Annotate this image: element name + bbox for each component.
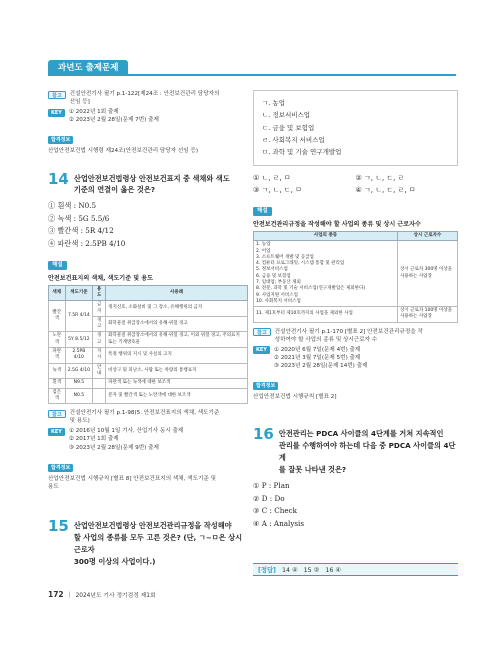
right-column — [253, 90, 458, 530]
section-tab: 과년도 출제문제 — [48, 60, 128, 76]
option-2: ② D : Do — [253, 493, 285, 503]
table-row: 11. 제1호부터 제10호까지의 사업을 제외한 사업 상시 근로자 100명 이상을 사용하는 사업장 — [254, 307, 458, 323]
option-1: ① 흰색 : N0.5 — [48, 201, 97, 211]
reference-badge: 참고 — [48, 410, 66, 418]
key-badge: KEY — [253, 346, 270, 354]
footer-separator: | — [68, 591, 71, 598]
question-14 — [48, 169, 248, 491]
answer-item: 14 ④ — [281, 567, 298, 574]
table-row: 파란색 2.5PB 4/10 지시 특정 행위의 지시 및 사실의 고지 — [49, 348, 248, 364]
table-row: 녹색 2.5G 4/10 안내 비상구 및 피난소, 사람 또는 차량의 통행표지 — [49, 363, 248, 379]
question-text: 안전관리는 PDCA 사이클의 4단계를 거쳐 지속적인 관리를 수행하여야 하는데 다음 중 PDCA 사이클의 4단계 를 잘못 나타낸 것은? — [278, 429, 456, 475]
table-row: 경고 화학물질 취급장소에서의 유해·위험 경고 — [49, 316, 248, 332]
choice-box: ㄱ. 농업 ㄴ. 정보서비스업 ㄷ. 금융 및 보험업 ㄹ. 사회복지 서비스업 ㅁ. 과학 및 기술 연구개발업 — [253, 90, 458, 166]
reference-row: 참고 건설안전기사 필기 p.1-98(5. 안전보건표지의 색채, 색도기준 및 용도) — [48, 409, 248, 425]
option-4: ④ ㄱ, ㄴ, ㄷ, ㄹ, ㅁ — [355, 186, 416, 195]
reference-badge: 참고 — [253, 328, 271, 336]
key-badge: KEY — [48, 428, 65, 436]
reference-row — [48, 90, 248, 106]
solution-label: 해설 — [48, 261, 67, 270]
answer-item: 16 ④ — [325, 567, 341, 574]
question-number: 16 — [253, 425, 274, 444]
exam-history-row: KEY ① 2022년 1회 출제 ② 2023년 2월 28일(문제 7번) 출제 — [48, 108, 248, 124]
reference-badge: 참고 — [48, 91, 66, 99]
table-row: 검은색 N0.5 문자 및 빨간색 또는 노란색에 대한 보조색 — [49, 388, 248, 404]
law-badge: 합격정보 — [253, 382, 278, 390]
key-badge: KEY — [48, 109, 65, 117]
question-15 — [48, 516, 248, 568]
law-badge: 합격정보 — [48, 464, 73, 472]
table-row: 1. 농업 2. 어업 3. 소프트웨어 개발 및 공급업 4. 컴퓨터 프로그래밍, 시스템 통합 및 관리업 5. 정보서비스업 6. 금융 및 보험업 7. 임대업; 부동산 제외 8. 전문, 과학 및 기술 서비스업(연구개발업은 제외한다) 9. 사업지원 서비스업 10. 사회복지 서비스업 상시 근로자 300명 이상을 사용하는 사업장 — [254, 241, 458, 307]
law-info: 합격정보 산업안전보건법 시행규칙 [별표 2] — [253, 383, 337, 401]
business-type-table: 사업의 종류 상시 근로자수 1. 농업 2. 어업 3. 소프트웨어 개발 및 공급업 4. 컴퓨터 프로그래밍, 시스템 통합 및 관리업 5. 정보서비스업 6. 금융 및 보험업 7. 임대업; 부동산 제외 8. 전문, 과학 및 기술 서비스업(연구개발업은 제외한다) 9. 사업지원 서비스업 10. 사회복지 서비스업 상시 근로자 300명 이상을 사용하는 사업장 11. 제1호부터 제10호까지의 사업을 제외한 사업 상시 근로자 100명 이상을 사용하는 사업장 — [253, 231, 458, 323]
reference-text: 건설안전기사 필기 p.1-122[제24조 : 안전보건관리 담당자의 선임 등] — [69, 91, 220, 106]
exam-history-row: KEY ① 2016년 10월 1일 기사, 산업기사 동시 출제 ② 2017년 1회 출제 ③ 2023년 2월 28일(문제 9번) 출제 — [48, 427, 248, 451]
option-3: ③ ㄱ, ㄴ, ㄷ, ㅁ — [253, 186, 302, 195]
reference-row: 참고 건설안전기사 필기 p.1-170 [별표 2] 안전보건관리규정을 작 성하여야 할 사업의 종류 및 상시근로자 수 — [253, 328, 458, 344]
page-number: 172 — [48, 590, 64, 599]
law-info: 합격정보 산업안전보건법 시행규칙 [별표 8] 안전보건표지의 색채, 색도기준 및 용도 — [48, 464, 217, 490]
option-3: ③ C : Check — [253, 506, 297, 516]
answer-item: 15 ② — [303, 567, 320, 574]
solution-table-title: 안전보건관리규정을 작성해야 할 사업의 종류 및 상시 근로자수 — [253, 220, 421, 228]
q15-options — [253, 172, 458, 197]
page-header — [0, 0, 500, 90]
question-text: 산업안전보건법령상 안전보건표지 중 색채와 색도 기준의 연결이 옳은 것은? — [73, 173, 230, 195]
section-tab-bar — [48, 58, 456, 76]
color-standard-table: 색채 색도기준 용도 사용례 빨간색 7.5R 4/14 금지 정지신호, 소화설비 및 그 장소, 유해행위의 금지 경고 화학물질 취급장소에서의 유해·위험 경고 노란색 5Y 8.5/12 경고 화학물질 취급장소에서의 유해·위험 경고, 이외 위험 경고, 주의표지 또는 기계방호물 파란색 2.5PB 4/10 지시 특정 행위의 지시 및 사실의 고지 녹색 2.5G 4/10 안내 비상구 및 피난소, 사람 또는 차량의 통행표지 흰색 N9.5 파란색 또는 녹색에 대한 보조색 검은색 N0.5 문자 및 빨간색 또는 노란색에 대한 보조색 — [48, 285, 248, 404]
question-16 — [253, 427, 458, 530]
option-2: ② 녹색 : 5G 5.5/6 — [48, 213, 110, 223]
option-2: ② ㄱ, ㄴ, ㄷ, ㄹ — [355, 173, 405, 182]
solution-label: 해설 — [253, 207, 272, 216]
option-3: ③ 빨간색 : 5R 4/12 — [48, 226, 114, 236]
question-text: 산업안전보건법령상 안전보건관리규정을 작성해야 할 사업의 종류를 모두 고른 것은? (단, ㄱ~ㅁ은 상시근로자 300명 이상의 사업이다.) — [73, 520, 243, 566]
page-footer — [48, 590, 458, 599]
solution-table-title: 안전보건표지의 색채, 색도기준 및 용도 — [48, 274, 153, 282]
options — [253, 480, 458, 530]
question-number: 15 — [48, 516, 69, 535]
options — [48, 200, 248, 250]
table-row: 흰색 N9.5 파란색 또는 녹색에 대한 보조색 — [49, 379, 248, 388]
exam-history-row: KEY ① 2020년 6월 7일(문제 4번) 출제 ② 2021년 3월 7일(문제 5번) 출제 ③ 2023년 2월 28일(문제 14번) 출제 — [253, 346, 458, 370]
question-number: 14 — [48, 169, 69, 188]
left-column — [48, 90, 248, 567]
table-row: 노란색 5Y 8.5/12 경고 화학물질 취급장소에서의 유해·위험 경고, 이외 위험 경고, 주의표지 또는 기계방호물 — [49, 332, 248, 348]
option-4: ④ A : Analysis — [253, 518, 305, 528]
option-1: ① P : Plan — [253, 480, 290, 490]
law-badge: 합격정보 — [48, 136, 73, 144]
table-row: 빨간색 7.5R 4/14 금지 정지신호, 소화설비 및 그 장소, 유해행위의 금지 — [49, 301, 248, 317]
law-info: 합격정보 산업안전보건법 시행령 제24조(안전보건관리 담당자 선임 등) — [48, 137, 199, 155]
option-4: ④ 파란색 : 2.5PB 4/10 — [48, 239, 126, 249]
option-1: ① ㄴ, ㄹ, ㅁ — [253, 173, 291, 182]
answer-label: [정답] — [258, 567, 276, 574]
answer-key — [253, 563, 458, 576]
footer-title: 2024년도 기사 정기검정 제1회 — [75, 593, 156, 599]
